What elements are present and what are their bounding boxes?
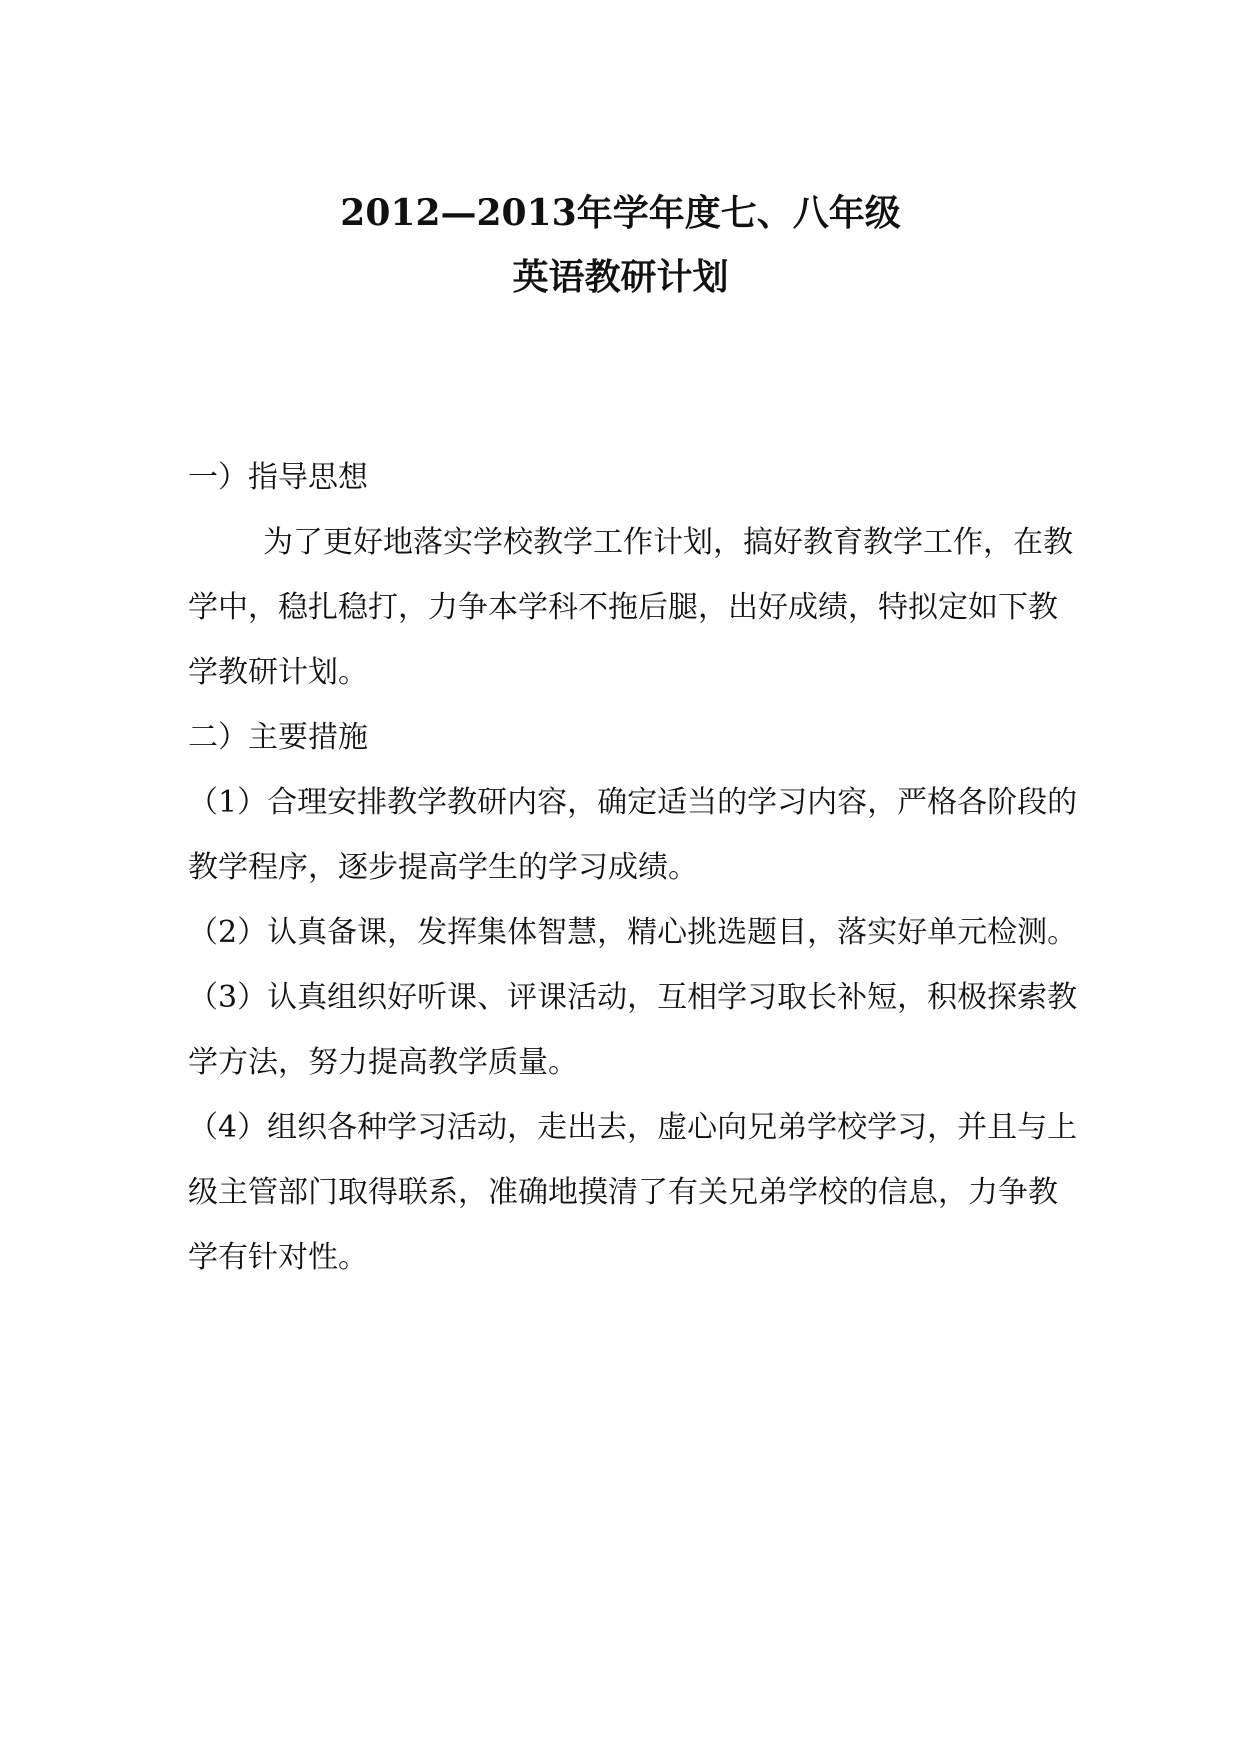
measure-item-1: （1）合理安排教学教研内容，确定适当的学习内容，严格各阶段的教学程序，逐步提高学生的学习成绩。 (188, 785, 1078, 885)
document-body (188, 445, 1078, 1290)
measure-item-3: （3）认真组织好听课、评课活动，互相学习取长补短，积极探索教学方法，努力提高教学质量。 (188, 980, 1078, 1080)
measure-item-4: （4）组织各种学习活动，走出去，虚心向兄弟学校学习，并且与上级主管部门取得联系，准确地摸清了有关兄弟学校的信息，力争教学有针对性。 (188, 1110, 1078, 1275)
section1-heading: 一）指导思想 (188, 460, 368, 495)
document-title-line1: 2012—2013年学年度七、八年级 (340, 192, 901, 234)
document-title-line2: 英语教研计划 (512, 256, 729, 298)
section1-paragraph: 为了更好地落实学校教学工作计划，搞好教育教学工作，在教学中，稳扎稳打，力争本学科不拖后腿，出好成绩，特拟定如下教学教研计划。 (188, 525, 1073, 690)
measure-item-2: （2）认真备课，发挥集体智慧，精心挑选题目，落实好单元检测。 (188, 915, 1078, 950)
section2-heading: 二）主要措施 (188, 720, 368, 755)
